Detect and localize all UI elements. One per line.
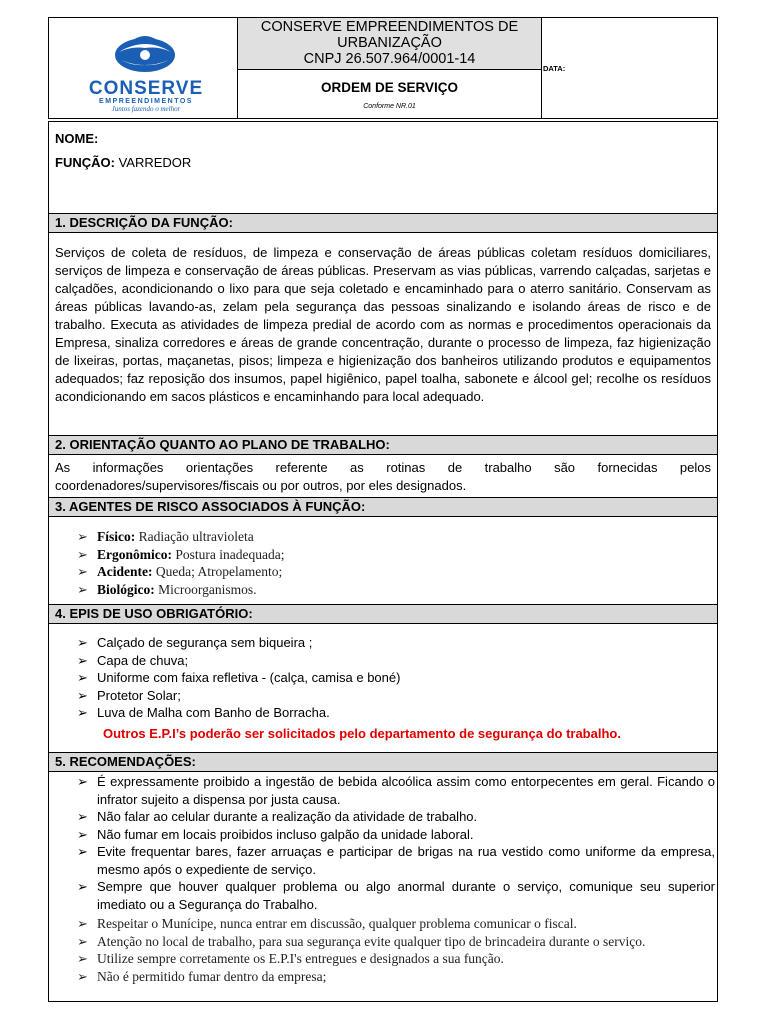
list-item: ➢ Uniforme com faixa refletiva - (calça, camisa e boné): [77, 669, 715, 687]
doc-title: ORDEM DE SERVIÇO: [320, 80, 459, 95]
section-2-title: 2. ORIENTAÇÃO QUANTO AO PLANO DE TRABALHO:: [49, 435, 717, 455]
document-header: [48, 17, 718, 119]
list-item: ➢ Não fumar em locais proibidos incluso galpão da unidade laboral.: [77, 826, 715, 844]
doc-conforme: Conforme NR.01: [363, 103, 416, 110]
list-item: ➢ Utilize sempre corretamente os E.P.I's entregues e designados a sua função.: [77, 950, 715, 968]
list-item: ➢ Atenção no local de trabalho, para sua segurança evite qualquer tipo de brincadeira durante o serviço.: [77, 933, 715, 951]
list-item: ➢ Sempre que houver qualquer problema ou algo anormal durante o serviço, comunique seu superior imediato ou a Segurança do Trabalho.: [77, 878, 715, 913]
list-item: ➢ Respeitar o Munícipe, nunca entrar em discussão, qualquer problema comunicar o fiscal.: [77, 915, 715, 933]
list-item: ➢ Capa de chuva;: [77, 652, 715, 670]
list-item: ➢ Evite frequentar bares, fazer arruaças e participar de brigas na rua vestido como uniforme da empresa, mesmo após o expediente de serviço.: [77, 843, 715, 878]
section-5-title: 5. RECOMENDAÇÕES:: [49, 752, 717, 772]
doc-title-block: [238, 70, 541, 118]
list-item: ➢ Luva de Malha com Banho de Borracha.: [77, 704, 715, 722]
section-2-text: As informações orientações referente as rotinas de trabalho são fornecidas pelos coordenadores/supervisores/fiscais ou por outros, por eles designados.: [55, 460, 711, 493]
epi-list: [77, 634, 715, 722]
function-label: FUNÇÃO:: [55, 155, 115, 170]
list-item: ➢ Físico: Radiação ultravioleta: [77, 528, 715, 546]
logo-graphic: [49, 18, 238, 118]
list-item: ➢ Não é permitido fumar dentro da empresa;: [77, 968, 715, 986]
function-row: [55, 155, 191, 170]
list-item: ➢ Ergonômico: Postura inadequada;: [77, 546, 715, 564]
logo-sub: EMPREENDIMENTOS: [99, 98, 193, 105]
name-label: NOME:: [55, 131, 99, 146]
function-value: VARREDOR: [118, 155, 192, 170]
epi-note: Outros E.P.I’s poderão ser solicitados pelo departamento de segurança do trabalho.: [103, 726, 621, 741]
logo-brand: CONSERVE: [88, 78, 204, 99]
recommendations-list-cont: [77, 915, 715, 985]
company-block: [238, 18, 541, 70]
section-3-title: 3. AGENTES DE RISCO ASSOCIADOS À FUNÇÃO:: [49, 497, 717, 517]
section-1-text: Serviços de coleta de resíduos, de limpeza e conservação de áreas públicas coletam resíduos domiciliares, serviços de limpeza e conservação de áreas públicas. Preservam as vias públicas, varrendo calçadas, sarjetas e calçadões, acondicionando o lixo para que seja coletado e encaminhado para o aterro sanitário. Conservam as áreas públicas lavando-as, zelam pela segurança das pessoas sinalizando e isolando áreas de risco e de trabalho. Executa as atividades de limpeza predial de acordo com as normas e procedimentos operacionais da Empresa, sinaliza corredores e áreas de grande concentração, durante o processo de limpeza, faz higienização de lixeiras, portas, maçanetas, pisos; limpeza e higienização dos banheiros utilizando produtos e equipamentos adequados; faz reposição dos insumos, papel higiênico, papel toalha, sabonete e álcool gel; recolhe os resíduos acondicionando em sacos plásticos e encaminhando para local adequado.: [55, 245, 711, 404]
company-cnpj: CNPJ 26.507.964/0001-14: [303, 51, 476, 67]
company-logo: [49, 18, 238, 118]
list-item: ➢ Calçado de segurança sem biqueira ;: [77, 634, 715, 652]
date-label: DATA:: [543, 64, 566, 73]
risk-agents-list: [77, 528, 715, 598]
header-center: [238, 18, 542, 118]
list-item: ➢ Biológico: Microorganismos.: [77, 581, 715, 599]
document-body: [48, 121, 718, 1002]
list-item: ➢ Acidente: Queda; Atropelamento;: [77, 563, 715, 581]
recommendations-list: [77, 773, 715, 913]
logo-tagline: Juntos fazendo o melhor: [111, 105, 181, 113]
section-4-title: 4. EPIS DE USO OBRIGATÓRIO:: [49, 604, 717, 624]
company-name-line1: CONSERVE EMPREENDIMENTOS DE: [260, 19, 519, 35]
list-item: ➢ Não falar ao celular durante a realização da atividade de trabalho.: [77, 808, 715, 826]
company-name-line2: URBANIZAÇÃO: [337, 35, 442, 51]
section-1-title: 1. DESCRIÇÃO DA FUNÇÃO:: [49, 213, 717, 233]
list-item: ➢ É expressamente proibido a ingestão de bebida alcoólica assim como entorpecentes em geral. Ficando o infrator sujeito a dispensa por justa causa.: [77, 773, 715, 808]
list-item: ➢ Protetor Solar;: [77, 687, 715, 705]
